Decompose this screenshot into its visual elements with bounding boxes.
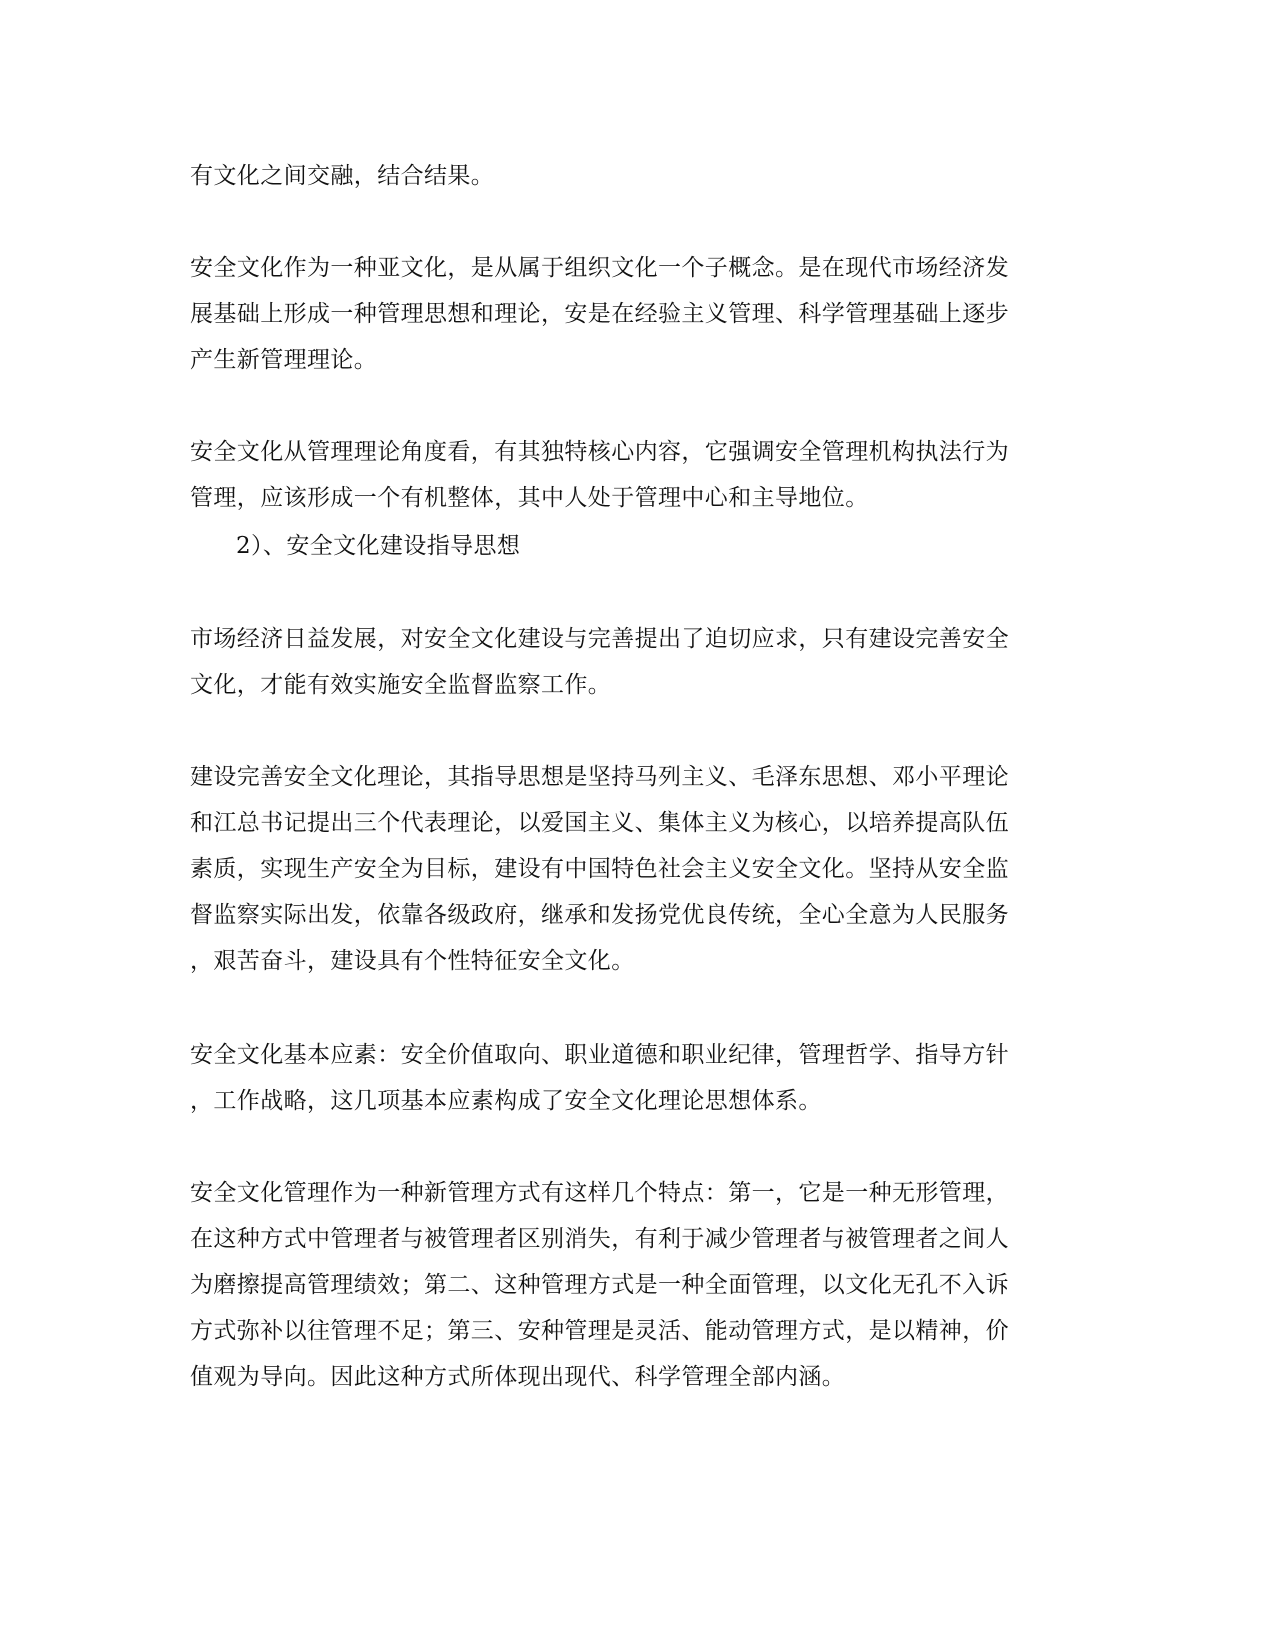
text-line: 安全文化管理作为一种新管理方式有这样几个特点：第一，它是一种无形管理， — [190, 1180, 1009, 1206]
text-line: 为磨擦提高管理绩效；第二、这种管理方式是一种全面管理，以文化无孔不入诉 — [190, 1272, 1009, 1298]
text-line: ，工作战略，这几项基本应素构成了安全文化理论思想体系。 — [190, 1088, 822, 1114]
text-line: 督监察实际出发，依靠各级政府，继承和发扬党优良传统，全心全意为人民服务 — [190, 902, 1009, 928]
text-line: 有文化之间交融，结合结果。 — [190, 163, 495, 189]
text-line: 安全文化作为一种亚文化，是从属于组织文化一个子概念。是在现代市场经济发 — [190, 255, 1009, 281]
text-line: 产生新管理理论。 — [190, 347, 378, 373]
text-line: 和江总书记提出三个代表理论，以爱国主义、集体主义为核心，以培养提高队伍 — [190, 810, 1009, 836]
text-line: 管理，应该形成一个有机整体，其中人处于管理中心和主导地位。 — [190, 485, 869, 511]
text-line: 建设完善安全文化理论，其指导思想是坚持马列主义、毛泽东思想、邓小平理论 — [190, 764, 1009, 790]
text-line: 值观为导向。因此这种方式所体现出现代、科学管理全部内涵。 — [190, 1364, 846, 1390]
text-line: ，艰苦奋斗，建设具有个性特征安全文化。 — [190, 948, 635, 974]
text-line: 在这种方式中管理者与被管理者区别消失，有利于减少管理者与被管理者之间人 — [190, 1226, 1009, 1252]
text-line: 安全文化基本应素：安全价值取向、职业道德和职业纪律，管理哲学、指导方针 — [190, 1042, 1009, 1068]
section-heading: 2）、安全文化建设指导思想 — [236, 533, 521, 559]
text-line: 方式弥补以往管理不足；第三、安种管理是灵活、能动管理方式，是以精神，价 — [190, 1318, 1009, 1344]
text-line: 市场经济日益发展，对安全文化建设与完善提出了迫切应求，只有建设完善安全 — [190, 626, 1009, 652]
text-line: 素质，实现生产安全为目标，建设有中国特色社会主义安全文化。坚持从安全监 — [190, 856, 1009, 882]
text-line: 安全文化从管理理论角度看，有其独特核心内容，它强调安全管理机构执法行为 — [190, 439, 1009, 465]
text-line: 文化，才能有效实施安全监督监察工作。 — [190, 672, 612, 698]
text-line: 展基础上形成一种管理思想和理论，安是在经验主义管理、科学管理基础上逐步 — [190, 301, 1009, 327]
